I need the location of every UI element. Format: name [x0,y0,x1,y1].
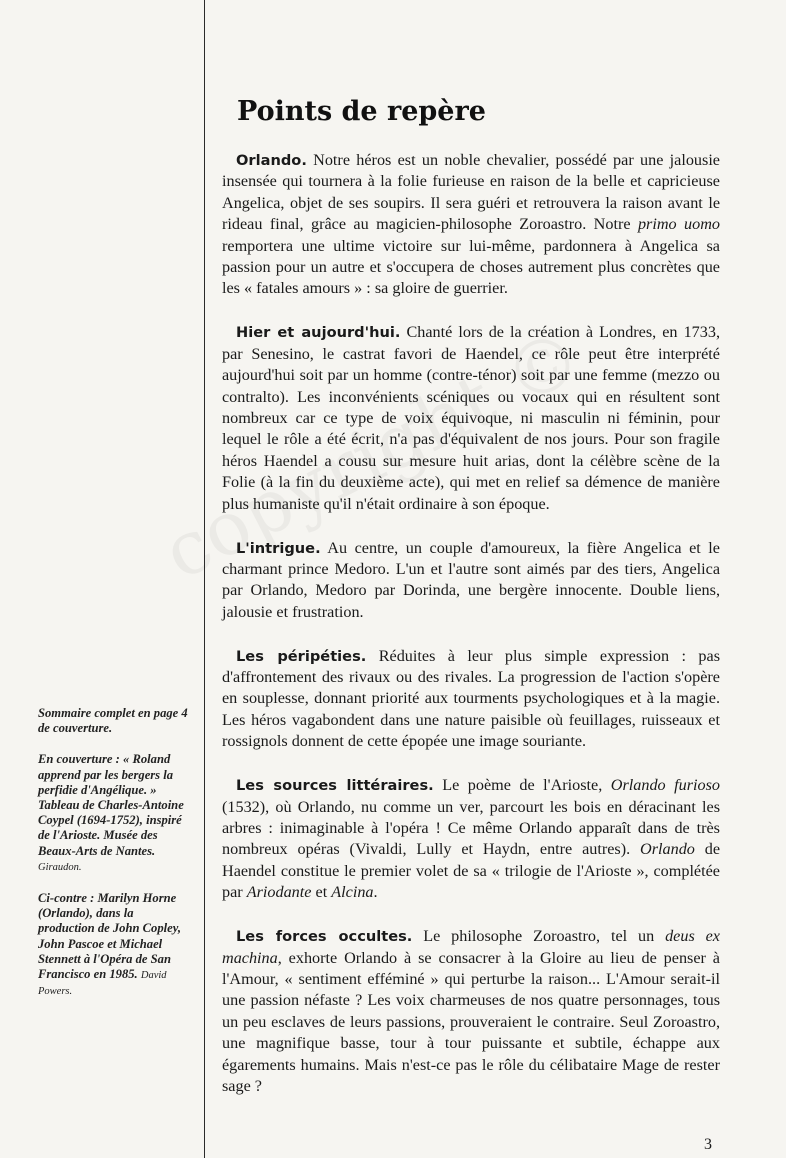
section-heading: Hier et aujourd'hui. [236,324,401,342]
section-heading: Les sources littéraires. [236,777,434,795]
photo-caption-text: Ci-contre : Marilyn Horne (Orlando), dans la production de John Copley, John Pascoe et Michael Stennett à l'Opéra de San Francisco en 1985. [38,891,181,982]
sidebar-cover-caption [38,752,188,875]
section-intrigue: L'intrigue. Au centre, un couple d'amoureux, la fière Angelica et le charmant prince Medoro. L'un et l'autre sont aimés par des tiers, Angelica par Orlando, Medoro par Dorinda, une bergère innocente. Double liens, jalousie et frustration. [222,538,720,621]
sidebar-captions [38,706,188,1015]
page-title: Points de repère [237,96,486,127]
section-orlando: Orlando. Notre héros est un noble chevalier, possédé par une jalousie insensée qui tournera à la folie furieuse en raison de la belle et capricieuse Angelica, objet de ses soupirs. Il sera guéri et retrouvera la raison avant le rideau final, grâce au magicien-philosophe Zoroastro. Notre primo uomo remportera une ultime victoire sur lui-même, pardonnera à Angelica sa passion pour un autre et s'occupera de choses autrement plus concrètes que les « fatales amours » : sa gloire de guerrier. [222,151,720,298]
cover-caption-text: En couverture : « Roland apprend par les bergers la perfidie d'Angélique. » Tableau de Charles-Antoine Coypel (1694-1752), inspiré de l'Arioste. Musée des Beaux-Arts de Nantes. [38,752,184,858]
page-number: 3 [704,1136,712,1153]
section-heading: L'intrigue. [236,539,321,557]
section-sources: Les sources littéraires. Le poème de l'Arioste, Orlando furioso (1532), où Orlando, nu comme un ver, parcourt les bois en déracinant les arbres : inimaginable à l'opéra ! Ce même Orlando apparaît dans de très nombreux opéras (Vivaldi, Lully et Haydn, entre autres). Orlando de Haendel constitue le premier volet de sa « trilogie de l'Arioste », complétée par Ariodante et Alcina. [222,776,721,902]
sidebar-summary-note: Sommaire complet en page 4 de couverture. [38,706,188,736]
column-divider [204,0,205,1158]
section-heading: Les péripéties. [236,647,367,665]
sidebar-photo-caption [38,891,188,999]
section-hier-aujourdhui: Hier et aujourd'hui. Chanté lors de la création à Londres, en 1733, par Senesino, le castrat favori de Haendel, ce rôle peut être interprété aujourd'hui soit par un homme (contre-ténor) soit par une femme (mezzo ou contralto). Les inconvénients scéniques ou vocaux qui en résultent sont nombreux car ce type de voix équivoque, ni masculin ni féminin, pour lequel le rôle a été écrit, n'a pas d'équivalent de nos jours. Pour son fragile héros Haendel a cousu sur mesure huit arias, dont la célèbre scène de la Folie (à la fin du deuxième acte), qui met en relief sa démence de manière plus humaniste qu'il n'était ordinaire à son époque. [222,323,720,513]
main-text [222,150,720,1120]
section-heading: Les forces occultes. [236,928,413,946]
section-heading: Orlando. [236,152,307,169]
section-forces-occultes: Les forces occultes. Le philosophe Zoroastro, tel un deus ex machina, exhorte Orlando à se consacrer à la Gloire au lieu de penser à l'Amour, « sentiment efféminé » qui perturbe la raison... L'Amour serait-il une passion néfaste ? Les voix charmeuses de nos quatre personnages, tous un peu esclaves de leurs passions, prouveraient le contraire. Seul Zoroastro, une magnifique basse, tour à tour puissante et subtile, échappe aux égarements humains. Mais n'est-ce pas le rôle du célibataire Mage de rester sage ? [222,927,720,1095]
cover-credit: Giraudon. [38,861,82,873]
section-peripeties: Les péripéties. Réduites à leur plus simple expression : pas d'affrontement des rivaux ou des rivales. La progression de l'action s'opère en souplesse, donnant priorité aux tourments psychologiques et à la magie. Les héros vagabondent dans une nature paisible où feuillages, ruisseaux et rossignols donnent de cette épopée une image souriante. [222,646,720,751]
photo-credit: David Powers. [38,970,167,998]
